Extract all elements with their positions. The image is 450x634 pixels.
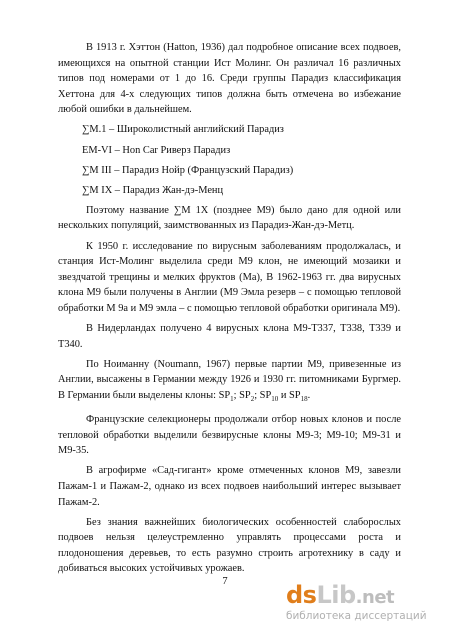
page-number: 7 xyxy=(222,576,228,587)
watermark-logo: dsLib.net xyxy=(286,581,395,609)
list-item-m1: ∑М.1 – Широколистный английский Парадиз xyxy=(82,124,284,136)
paragraph-noumann xyxy=(58,357,401,408)
list-item-m3: ∑M III – Парадиз Нойр (Французский Парадиз) xyxy=(82,164,294,176)
paragraph-conclusion: Без знания важнейших биологических особенностей слаборослых подвоев нельзя целеустремленно управлять процессами роста и плодоношения деревьев, то есть разумно строить агротехнику в саду и добиваться высоких устойчивых урожаев. xyxy=(58,516,401,575)
paragraph-french: Французские селекционеры продолжали отбор новых клонов и после тепловой обработки выделили безвирусные клоны М9-3; М9-10; М9-31 и М9-35. xyxy=(58,414,401,457)
paragraph-noumann-text: По Ноиманну (Noumann, 1967) первые партии М9, привезенные из Англии, высажены в Германии между 1926 и 1930 гг. питомниками Бургмер. В Германии были выделены клоны: $SP_1$; $SP_2$; $SP_{10}$ и $SP_{18}$. xyxy=(58,358,401,403)
body-text xyxy=(58,40,401,581)
list-item-m9: ∑M IX – Парадиз Жан-дэ-Менц xyxy=(82,184,224,196)
paragraph-hatton: В 1913 г. Хэттон (Hatton, 1936) дал подробное описание всех подвоев, имеющихся на опытной станции Ист Молинг. Он различал 16 различных типов под номерами от 1 до 16. Среди группы Парадиз классификация Хеттона для 4-х следующих типов должна быть отмечена во избежание любой ошибки в дальнейшем. xyxy=(58,42,401,116)
paragraph-name-m9: Поэтому название ∑М 1Х (позднее М9) было дано для одной или нескольких популяций, заимствованных из Парадиз-Жан-дэ-Метц. xyxy=(58,204,401,232)
watermark-subtitle: библиотека диссертаций xyxy=(286,610,427,622)
paragraph-netherlands: В Нидерландах получено 4 вирусных клона М9-Т337, Т338, Т339 и Т340. xyxy=(58,323,401,350)
list-item-em-vi: EM-VI – Hon Car Риверз Парадиз xyxy=(82,144,231,156)
paragraph-1950: К 1950 г. исследование по вирусным заболеваниям продолжалась, и станция Ист-Молинг выделила среди М9 клон, не имеющий мозаики и звездчатой трещины и мелких фруктов (Ма), В 1962-1963 гг. два вирусных клона М9 были получены в Англии (М9 Эмла резерв – с помощью тепловой обработки М 9а и М9 эмла – с помощью тепловой обработки оригинала М9). xyxy=(58,240,401,314)
paragraph-sad-gigant: В агрофирме «Сад-гигант» кроме отмеченных клонов М9, завезли Пажам-1 и Пажам-2, однако из всех подвоев наибольший интерес вызывает Пажам-2. xyxy=(58,465,401,508)
watermark xyxy=(286,580,436,624)
